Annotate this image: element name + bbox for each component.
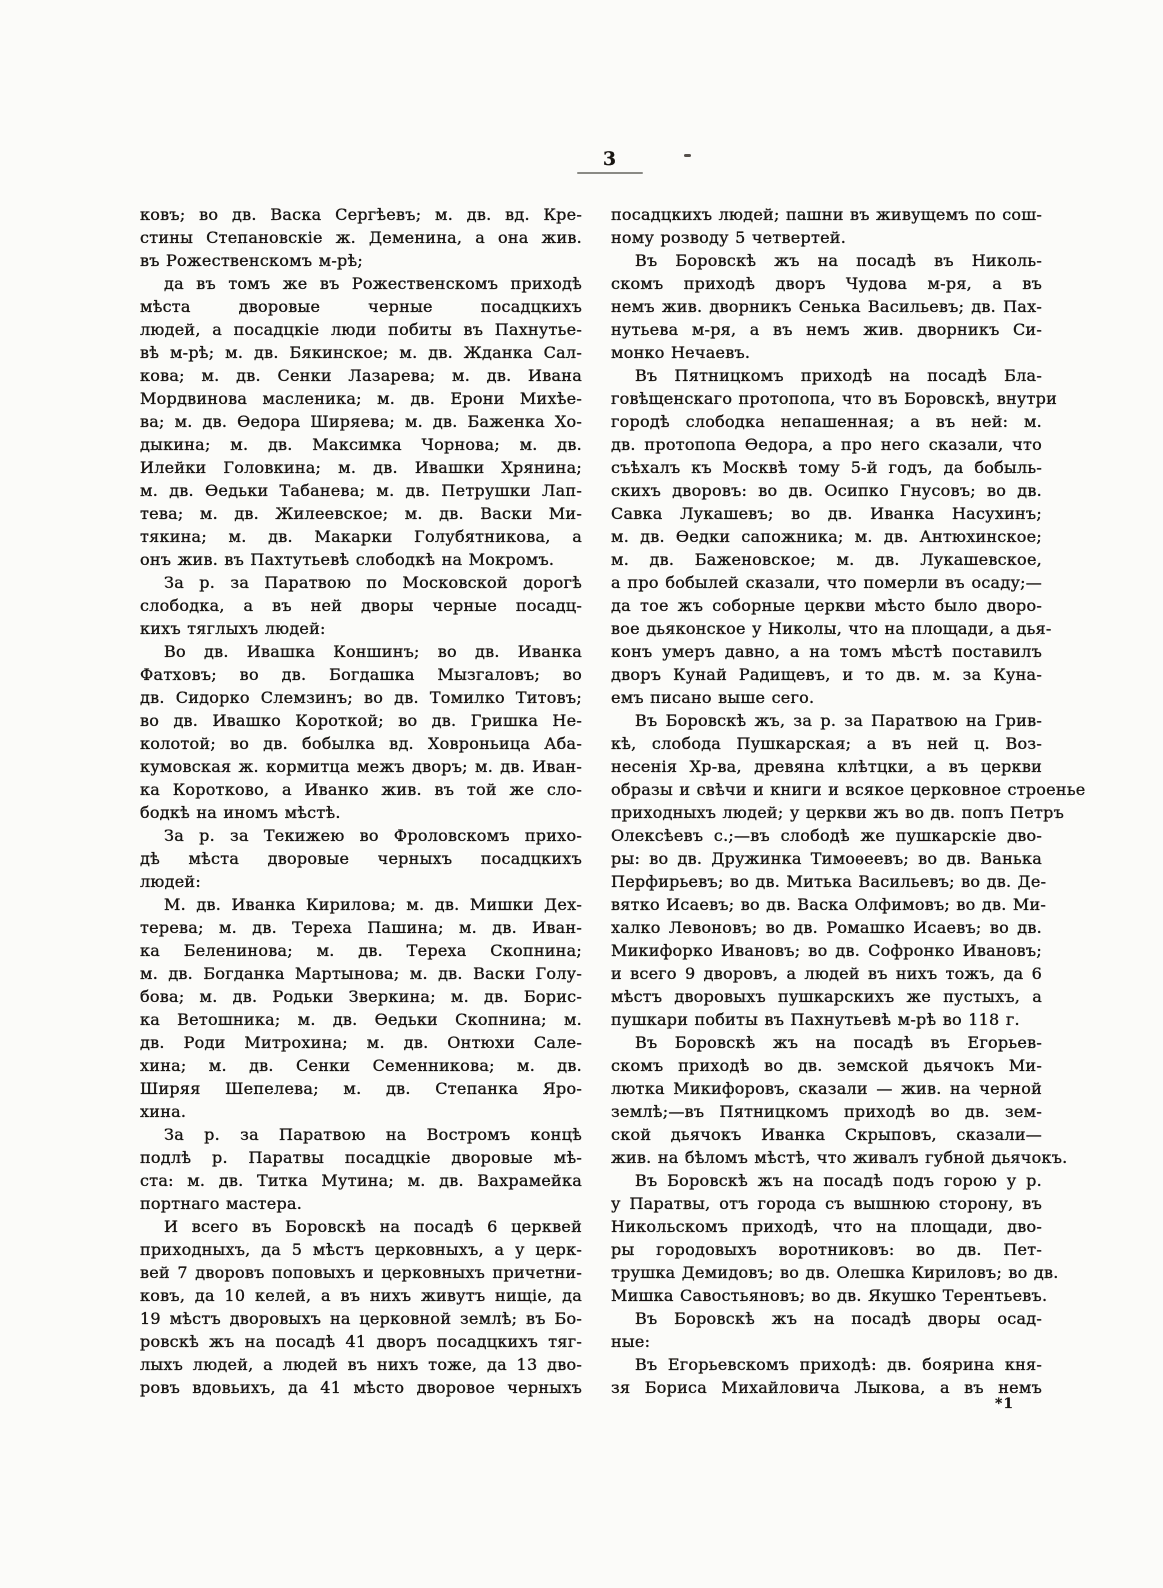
text-line: несенія Хр-ва, древяна клѣтцки, а въ церкви <box>611 757 1042 776</box>
text-line: трушка Демидовъ; во дв. Олешка Кириловъ; во дв. <box>611 1263 1059 1282</box>
text-line: дв. протопопа Ѳедора, а про него сказали, что <box>611 435 1042 454</box>
text-line: ры городовыхъ воротниковъ: во дв. Пет- <box>611 1240 1042 1259</box>
text-line: За р. за Текижею во Фроловскомъ прихо- <box>164 826 582 845</box>
text-line: вей 7 дворовъ поповыхъ и церковныхъ причетни- <box>140 1263 582 1282</box>
text-line: Во дв. Ивашка Коншинъ; во дв. Иванка <box>164 642 582 661</box>
text-line: кѣ, слобода Пушкарская; а въ ней ц. Воз- <box>611 734 1042 753</box>
text-line: кова; м. дв. Сенки Лазарева; м. дв. Ивана <box>140 366 582 385</box>
text-line: Въ Боровскѣ жъ на посадѣ въ Егорьев- <box>635 1033 1042 1052</box>
text-line: ка Беленинова; м. дв. Тереха Скопнина; <box>140 941 582 960</box>
paragraph <box>611 249 1042 364</box>
text-line: людей, а посадцкіе люди побиты въ Пахнутье- <box>140 320 582 339</box>
paragraph <box>140 893 582 1123</box>
text-line: портнаго мастера. <box>140 1194 303 1213</box>
text-line: дѣ мѣста дворовые черныхъ посадцкихъ <box>140 849 582 868</box>
text-line: посадцкихъ людей; пашни въ живущемъ по сош- <box>611 205 1043 224</box>
paragraph <box>611 1307 1042 1353</box>
text-line: пушкари побиты въ Пахнутьевѣ м-рѣ во 118 г. <box>611 1010 1020 1029</box>
text-line: онъ жив. въ Пахтутьевѣ слободкѣ на Мокромъ. <box>140 550 555 569</box>
text-line: Въ Боровскѣ жъ на посадѣ въ Николь- <box>635 251 1042 270</box>
text-line: жив. на бѣломъ мѣстѣ, что живалъ губной дьячокъ. <box>611 1148 1068 1167</box>
text-line: Микифорко Ивановъ; во дв. Софронко Ивановъ; <box>611 941 1042 960</box>
text-line: немъ жив. дворникъ Сенька Васильевъ; дв. Пах- <box>611 297 1042 316</box>
text-line: емъ писано выше сего. <box>611 688 815 707</box>
text-line: м. дв. Богданка Мартынова; м. дв. Васки Голу- <box>140 964 582 983</box>
page-number-rule <box>577 172 643 174</box>
paragraph <box>140 1123 582 1215</box>
text-line: и всего 9 дворовъ, а людей въ нихъ тожъ, да 6 <box>611 964 1042 983</box>
text-line: ва; м. дв. Ѳедора Ширяева; м. дв. Баженка Хо- <box>140 412 582 431</box>
text-line: да въ томъ же въ Рожественскомъ приходѣ <box>164 274 582 293</box>
text-line: говѣщенскаго протопопа, что въ Боровскѣ, внутри <box>611 389 1058 408</box>
text-line: съѣхалъ къ Москвѣ тому 5-й годъ, да бобыль- <box>611 458 1042 477</box>
text-line: ные: <box>611 1332 651 1351</box>
text-line: землѣ;—въ Пятницкомъ приходѣ во дв. зем- <box>611 1102 1042 1121</box>
text-line: лютка Микифоровъ, сказали — жив. на черной <box>611 1079 1042 1098</box>
text-line: кихъ тяглыхъ людей: <box>140 619 326 638</box>
text-line: мѣста дворовые черные посадцкихъ <box>140 297 582 316</box>
paragraph <box>140 1215 582 1399</box>
paragraph <box>611 1031 1068 1169</box>
text-line: кумовская ж. кормитца межъ дворъ; м. дв. Иван- <box>140 757 582 776</box>
paragraph <box>140 203 582 272</box>
text-line: ному розводу 5 четвертей. <box>611 228 847 247</box>
text-line: И всего въ Боровскѣ на посадѣ 6 церквей <box>164 1217 582 1236</box>
text-line: М. дв. Иванка Кирилова; м. дв. Мишки Дех- <box>164 895 582 914</box>
text-line: вятко Исаевъ; во дв. Васка Олфимовъ; во дв. Ми- <box>611 895 1047 914</box>
paragraph <box>611 203 1042 249</box>
paragraph <box>140 571 582 640</box>
text-line: Илейки Головкина; м. дв. Ивашки Хрянина; <box>140 458 582 477</box>
text-line: городѣ слободка непашенная; а въ ней: м. <box>611 412 1042 431</box>
text-line: да тое жъ соборные церкви мѣсто было дворо- <box>611 596 1042 615</box>
text-line: слободка, а въ ней дворы черные посадц- <box>140 596 582 615</box>
text-line: ста: м. дв. Титка Мутина; м. дв. Вахрамейка <box>140 1171 582 1190</box>
text-line: Олексѣевъ с.;—въ слободѣ же пушкарскіе дво- <box>611 826 1042 845</box>
text-line: скихъ дворовъ: во дв. Осипко Гнусовъ; во дв. <box>611 481 1042 500</box>
text-line: Мишка Савостьяновъ; во дв. Якушко Терентьевъ. <box>611 1286 1048 1305</box>
text-line: ковъ, да 10 келей, а въ нихъ живутъ нищіе, да <box>140 1286 582 1305</box>
text-line: За р. за Паратвою по Московской дорогѣ <box>164 573 582 592</box>
text-line: хина; м. дв. Сенки Семенникова; м. дв. <box>140 1056 582 1075</box>
text-line: терева; м. дв. Тереха Пашина; м. дв. Иван- <box>140 918 582 937</box>
text-line: бодкѣ на иномъ мѣстѣ. <box>140 803 341 822</box>
page-header <box>575 148 645 174</box>
scan-speck <box>684 154 691 157</box>
text-line: Въ Боровскѣ жъ на посадѣ подъ горою у р. <box>635 1171 1042 1190</box>
text-line: хина. <box>140 1102 187 1121</box>
text-line: приходныхъ людей; у церкви жъ во дв. попъ Петръ <box>611 803 1064 822</box>
footnote-mark: *1 <box>995 1396 1015 1412</box>
text-line: м. дв. Баженовское; м. дв. Лукашевское, <box>611 550 1042 569</box>
page-number: 3 <box>602 148 618 170</box>
text-line: нутьева м-ря, а въ немъ жив. дворникъ Си- <box>611 320 1042 339</box>
text-line: ка Коротково, а Иванко жив. въ той же сло- <box>140 780 582 799</box>
text-line: вѣ м-рѣ; м. дв. Бякинское; м. дв. Жданка Сал- <box>140 343 582 362</box>
text-line: ровъ вдовьихъ, да 41 мѣсто дворовое черныхъ <box>140 1378 582 1397</box>
text-line: ковъ; во дв. Васка Сергѣевъ; м. дв. вд. Кре- <box>140 205 582 224</box>
text-line: приходныхъ, да 5 мѣстъ церковныхъ, а у церк- <box>140 1240 582 1259</box>
text-line: колотой; во дв. бобылка вд. Ховроньица Аба- <box>140 734 582 753</box>
text-line: дыкина; м. дв. Максимка Чорнова; м. дв. <box>140 435 582 454</box>
text-line: тякина; м. дв. Макарки Голубятникова, а <box>140 527 582 546</box>
text-line: образы и свѣчи и книги и всякое церковное строенье <box>611 780 1086 799</box>
text-line: а про бобылей сказали, что померли въ осаду;— <box>611 573 1042 592</box>
text-line: Въ Егорьевскомъ приходѣ: дв. боярина кня- <box>635 1355 1042 1374</box>
text-line: ской дьячокъ Иванка Скрыповъ, сказали— <box>611 1125 1042 1144</box>
text-line: халко Левоновъ; во дв. Ромашко Исаевъ; во дв. <box>611 918 1042 937</box>
paragraph <box>140 272 582 571</box>
paragraph <box>140 640 582 824</box>
text-line: Савка Лукашевъ; во дв. Иванка Насухинъ; <box>611 504 1042 523</box>
text-line: Ширяя Шепелева; м. дв. Степанка Яро- <box>140 1079 582 1098</box>
text-line: За р. за Паратвою на Востромъ концѣ <box>164 1125 582 1144</box>
text-line: у Паратвы, отъ города съ вышнюю сторону, въ <box>611 1194 1042 1213</box>
column-right <box>611 203 1086 1399</box>
text-line: людей: <box>140 872 201 891</box>
text-line: зя Бориса Михайловича Лыкова, а въ немъ <box>611 1378 1042 1397</box>
text-line: м. дв. Ѳедки сапожника; м. дв. Антюхинское; <box>611 527 1042 546</box>
text-line: Въ Боровскѣ жъ на посадѣ дворы осад- <box>635 1309 1042 1328</box>
paragraph <box>611 364 1058 709</box>
paragraph <box>140 824 582 893</box>
text-line: бова; м. дв. Родьки Зверкина; м. дв. Борис- <box>140 987 582 1006</box>
text-line: Въ Боровскѣ жъ, за р. за Паратвою на Грив- <box>635 711 1042 730</box>
text-line: подлѣ р. Паратвы посадцкіе дворовые мѣ- <box>140 1148 582 1167</box>
text-line: во дв. Ивашко Короткой; во дв. Гришка Не- <box>140 711 582 730</box>
text-line: Мордвинова масленика; м. дв. Ерони Михѣе- <box>140 389 582 408</box>
text-line: лыхъ людей, а людей въ нихъ тоже, да 13 дво- <box>140 1355 582 1374</box>
text-line: скомъ приходѣ во дв. земской дьячокъ Ми- <box>611 1056 1042 1075</box>
text-line: Никольскомъ приходѣ, что на площади, дво- <box>611 1217 1042 1236</box>
text-line: тева; м. дв. Жилеевское; м. дв. Васки Ми- <box>140 504 582 523</box>
paragraph <box>611 1169 1059 1307</box>
text-line: дв. Роди Митрохина; м. дв. Онтюхи Сале- <box>140 1033 582 1052</box>
text-line: ка Ветошника; м. дв. Ѳедьки Скопнина; м. <box>140 1010 582 1029</box>
text-line: дв. Сидорко Слемзинъ; во дв. Томилко Титовъ; <box>140 688 582 707</box>
paragraph <box>611 709 1086 1031</box>
text-line: скомъ приходѣ дворъ Чудова м-ря, а въ <box>611 274 1042 293</box>
text-line: дворъ Кунай Радищевъ, и то дв. м. за Куна- <box>611 665 1042 684</box>
text-columns <box>140 203 1086 1399</box>
text-line: 19 мѣстъ дворовыхъ на церковной землѣ; въ Бо- <box>140 1309 582 1328</box>
paragraph <box>611 1353 1042 1399</box>
column-left <box>140 203 582 1399</box>
text-line: м. дв. Ѳедьки Табанева; м. дв. Петрушки Лап- <box>140 481 582 500</box>
text-line: въ Рожественскомъ м-рѣ; <box>140 251 363 270</box>
text-line: ры: во дв. Дружинка Тимоѳеевъ; во дв. Ванька <box>611 849 1042 868</box>
text-line: конъ умеръ давно, а на томъ мѣстѣ поставилъ <box>611 642 1042 661</box>
text-line: вое дьяконское у Николы, что на площади, а дья- <box>611 619 1052 638</box>
text-line: Фатховъ; во дв. Богдашка Мызгаловъ; во <box>140 665 582 684</box>
text-line: ровскѣ жъ на посадѣ 41 дворъ посадцкихъ тяг- <box>140 1332 582 1351</box>
text-line: монко Нечаевъ. <box>611 343 751 362</box>
text-line: мѣстъ дворовыхъ пушкарскихъ же пустыхъ, а <box>611 987 1042 1006</box>
text-line: Перфирьевъ; во дв. Митька Васильевъ; во дв. Де- <box>611 872 1047 891</box>
text-line: стины Степановскіе ж. Деменина, а она жив. <box>140 228 582 247</box>
text-line: Въ Пятницкомъ приходѣ на посадѣ Бла- <box>635 366 1042 385</box>
